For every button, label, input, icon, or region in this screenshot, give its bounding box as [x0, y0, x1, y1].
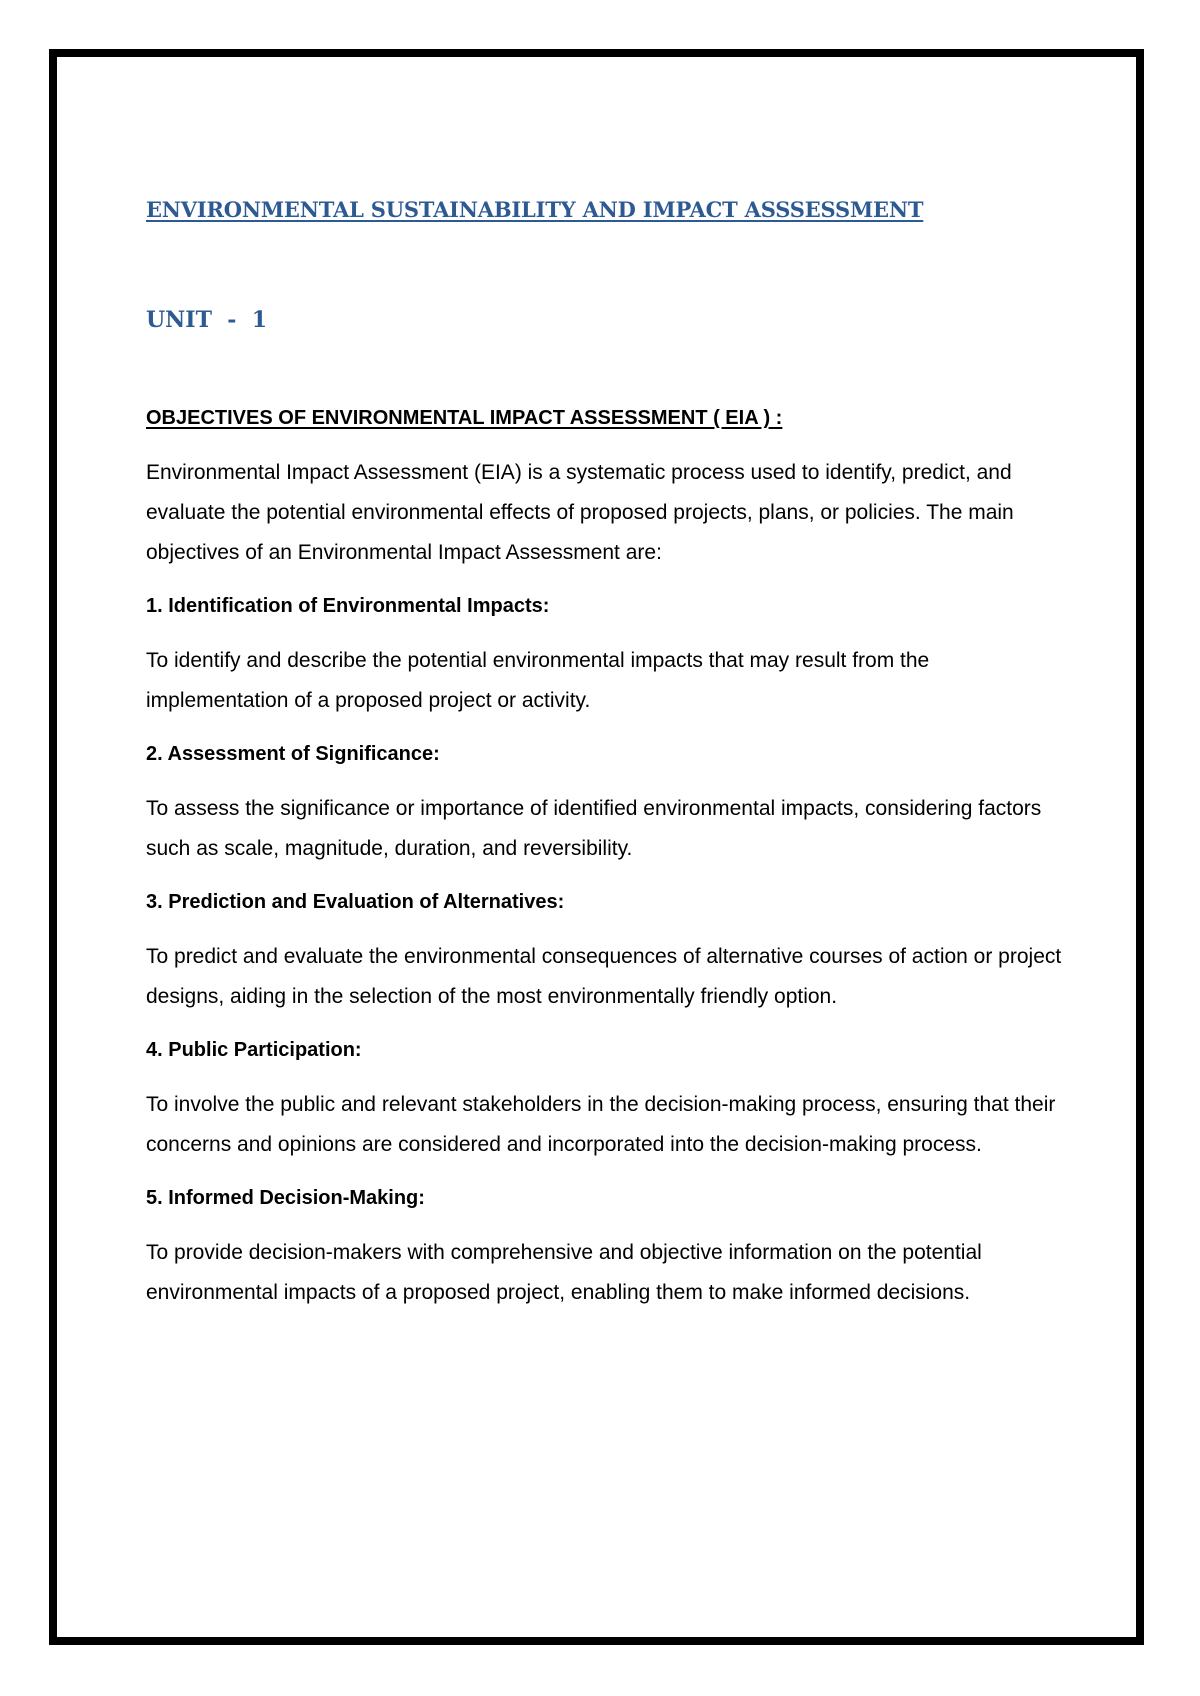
objective-heading: 3. Prediction and Evaluation of Alternatives: [146, 891, 565, 913]
objective-item [146, 887, 1076, 1017]
objective-heading: 1. Identification of Environmental Impacts: [146, 595, 550, 617]
objective-heading: 2. Assessment of Significance: [146, 743, 440, 765]
section-heading: OBJECTIVES OF ENVIRONMENTAL IMPACT ASSESSMENT ( EIA ) : [146, 407, 783, 429]
document-body [146, 195, 1076, 1313]
objective-text: To provide decision-makers with comprehensive and objective information on the potential environmental impacts of a proposed project, enabling them to make informed decisions. [146, 1241, 982, 1304]
objective-text: To assess the significance or importance of identified environmental impacts, considering factors such as scale, magnitude, duration, and reversibility. [146, 797, 1042, 860]
unit-heading: UNIT - 1 [146, 307, 268, 333]
objective-heading: 4. Public Participation: [146, 1039, 362, 1061]
intro-paragraph: Environmental Impact Assessment (EIA) is a systematic process used to identify, predict, and evaluate the potential environmental effects of proposed projects, plans, or policies. The main objectives of an Environmental Impact Assessment are: [146, 461, 1014, 564]
objective-item [146, 1035, 1076, 1165]
objective-text: To predict and evaluate the environmental consequences of alternative courses of action or project designs, aiding in the selection of the most environmentally friendly option. [146, 945, 1062, 1008]
document-title: ENVIRONMENTAL SUSTAINABILITY AND IMPACT ASSSESSMENT [146, 197, 924, 222]
objective-item [146, 591, 1076, 721]
objective-item [146, 1183, 1076, 1313]
objective-item [146, 739, 1076, 869]
objective-heading: 5. Informed Decision-Making: [146, 1187, 425, 1209]
objective-text: To identify and describe the potential environmental impacts that may result from the implementation of a proposed project or activity. [146, 649, 930, 712]
objective-text: To involve the public and relevant stakeholders in the decision-making process, ensuring that their concerns and opinions are considered and incorporated into the decision-making process. [146, 1093, 1056, 1156]
